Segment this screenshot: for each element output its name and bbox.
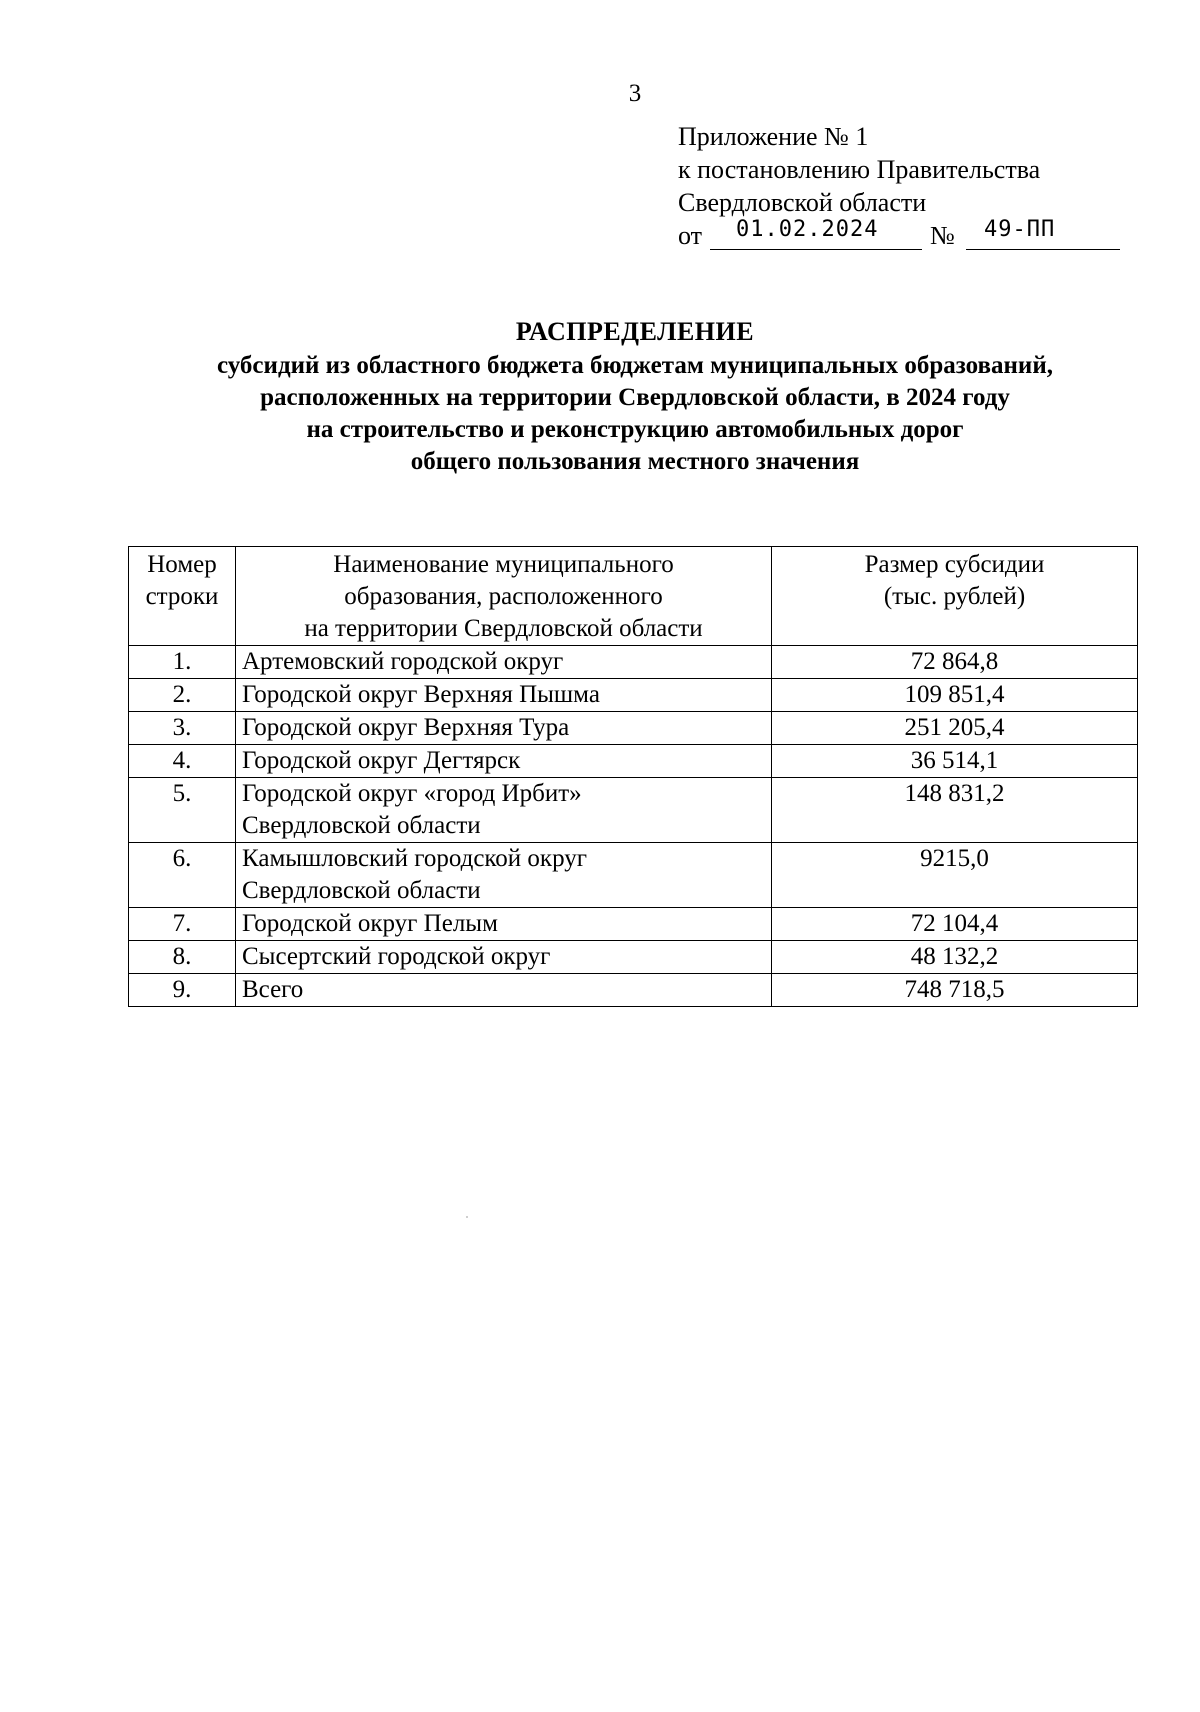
document-title	[0, 316, 1200, 478]
table-row	[129, 745, 1138, 778]
row-number: 4.	[129, 745, 236, 778]
number-label: №	[930, 221, 955, 250]
total-label: Всего	[236, 974, 772, 1007]
title-line-2: расположенных на территории Свердловской области, в 2024 году	[260, 384, 1010, 411]
table-row	[129, 679, 1138, 712]
subsidy-amount: 48 132,2	[772, 941, 1138, 974]
title-main: РАСПРЕДЕЛЕНИЕ	[515, 317, 755, 346]
municipality-name: Городской округ Верхняя Тура	[236, 712, 772, 745]
municipality-name: Городской округ Верхняя Пышма	[236, 679, 772, 712]
resolution-number: 49-ПП	[984, 217, 1056, 242]
table-row	[129, 646, 1138, 679]
municipality-name: Городской округ «город Ирбит» Свердловской области	[236, 778, 772, 843]
subsidy-amount: 72 104,4	[772, 908, 1138, 941]
table-header-row	[129, 547, 1138, 646]
table-row	[129, 712, 1138, 745]
total-amount: 748 718,5	[772, 974, 1138, 1007]
row-number: 2.	[129, 679, 236, 712]
municipality-name: Городской округ Дегтярск	[236, 745, 772, 778]
row-number: 1.	[129, 646, 236, 679]
header-subsidy-amount: Размер субсидии (тыс. рублей)	[772, 547, 1138, 646]
row-number: 9.	[129, 974, 236, 1007]
subsidy-amount: 36 514,1	[772, 745, 1138, 778]
title-line-4: общего пользования местного значения	[410, 448, 860, 475]
scan-artifact-dot	[466, 1216, 468, 1218]
header-municipality-name: Наименование муниципального образования, расположенного на территории Свердловской области	[236, 547, 772, 646]
subsidy-amount: 251 205,4	[772, 712, 1138, 745]
row-number: 8.	[129, 941, 236, 974]
appendix-title: Приложение № 1	[678, 122, 869, 151]
municipality-name: Сысертский городской округ	[236, 941, 772, 974]
page-number: 3	[628, 80, 642, 107]
subsidy-amount: 9215,0	[772, 843, 1138, 908]
from-label: от	[678, 221, 703, 250]
appendix-region: Свердловской области	[678, 188, 927, 217]
table-row	[129, 843, 1138, 908]
row-number: 6.	[129, 843, 236, 908]
title-line-1: субсидий из областного бюджета бюджетам муниципальных образований,	[217, 352, 1053, 379]
row-number: 3.	[129, 712, 236, 745]
appendix-block	[678, 120, 1056, 252]
row-number: 7.	[129, 908, 236, 941]
title-line-3: на строительство и реконструкцию автомобильных дорог	[306, 416, 964, 443]
table-row	[129, 908, 1138, 941]
resolution-date: 01.02.2024	[736, 217, 879, 242]
table-row	[129, 778, 1138, 843]
municipality-name: Камышловский городской округ Свердловской области	[236, 843, 772, 908]
number-underline	[966, 249, 1120, 250]
table-row-total	[129, 974, 1138, 1007]
date-underline	[710, 249, 922, 250]
resolution-reference-line	[678, 217, 1056, 252]
subsidy-amount: 148 831,2	[772, 778, 1138, 843]
table-row	[129, 941, 1138, 974]
municipality-name: Городской округ Пелым	[236, 908, 772, 941]
subsidy-amount: 72 864,8	[772, 646, 1138, 679]
row-number: 5.	[129, 778, 236, 843]
header-row-number: Номер строки	[129, 547, 236, 646]
subsidy-amount: 109 851,4	[772, 679, 1138, 712]
subsidy-distribution-table	[128, 546, 1138, 1007]
municipality-name: Артемовский городской округ	[236, 646, 772, 679]
appendix-reference: к постановлению Правительства	[678, 155, 1041, 184]
